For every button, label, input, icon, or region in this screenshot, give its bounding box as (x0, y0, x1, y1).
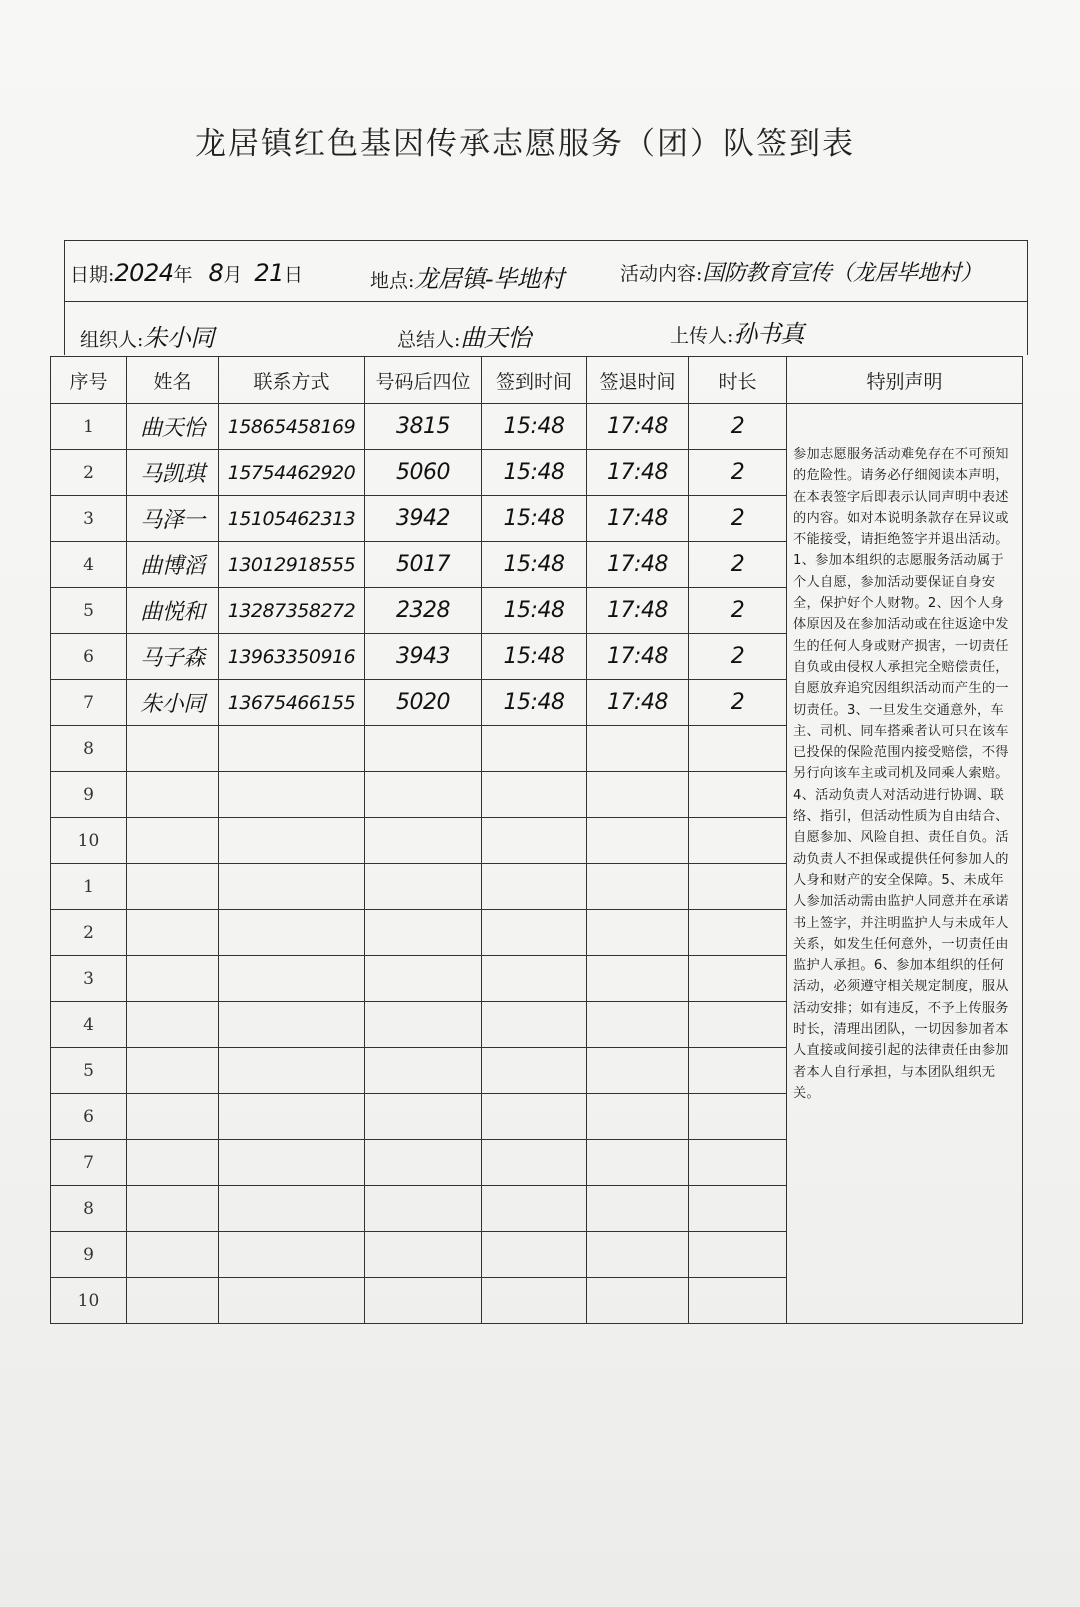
handwritten-in: 15:48 (503, 690, 565, 715)
cell-out (587, 588, 689, 634)
cell-out (587, 542, 689, 588)
cell-in (482, 818, 587, 864)
handwritten-phone: 13287358272 (227, 599, 356, 622)
cell-phone (219, 680, 365, 726)
header-no: 序号 (51, 357, 127, 404)
handwritten-name: 朱小同 (140, 692, 205, 717)
cell-last4 (365, 496, 482, 542)
header-name: 姓名 (127, 357, 219, 404)
handwritten-last4: 3815 (396, 414, 450, 439)
cell-name (127, 1048, 219, 1094)
cell-hours (689, 588, 787, 634)
handwritten-hours: 2 (730, 506, 745, 531)
cell-no: 5 (51, 1048, 127, 1094)
cell-phone (219, 1094, 365, 1140)
cell-last4 (365, 956, 482, 1002)
cell-out (587, 818, 689, 864)
cell-out (587, 634, 689, 680)
handwritten-name: 曲悦和 (140, 600, 205, 625)
cell-phone (219, 910, 365, 956)
cell-last4 (365, 818, 482, 864)
handwritten-phone: 13675466155 (227, 691, 356, 714)
cell-hours (689, 1140, 787, 1186)
cell-name (127, 1002, 219, 1048)
cell-out (587, 864, 689, 910)
date-month: 8 (208, 259, 224, 287)
cell-name (127, 726, 219, 772)
cell-no: 4 (51, 542, 127, 588)
cell-in (482, 404, 587, 450)
cell-name (127, 1186, 219, 1232)
handwritten-last4: 2328 (396, 598, 450, 623)
cell-no: 7 (51, 1140, 127, 1186)
cell-phone (219, 496, 365, 542)
cell-last4 (365, 1140, 482, 1186)
header-phone: 联系方式 (219, 357, 365, 404)
cell-last4 (365, 450, 482, 496)
cell-phone (219, 818, 365, 864)
header-in: 签到时间 (482, 357, 587, 404)
cell-no: 9 (51, 1232, 127, 1278)
handwritten-out: 17:48 (607, 552, 668, 577)
cell-phone (219, 634, 365, 680)
cell-hours (689, 1002, 787, 1048)
cell-in (482, 864, 587, 910)
cell-out (587, 1278, 689, 1324)
organizer-label: 组织人: (80, 329, 144, 351)
cell-in (482, 1002, 587, 1048)
handwritten-hours: 2 (730, 414, 745, 439)
handwritten-name: 曲博滔 (140, 554, 205, 579)
cell-name (127, 634, 219, 680)
cell-no: 8 (51, 726, 127, 772)
activity-field (620, 256, 982, 287)
cell-last4 (365, 1186, 482, 1232)
info-divider (65, 301, 1027, 302)
handwritten-last4: 5060 (396, 460, 450, 485)
cell-last4 (365, 1232, 482, 1278)
cell-hours (689, 404, 787, 450)
cell-phone (219, 1278, 365, 1324)
header-out: 签退时间 (587, 357, 689, 404)
cell-phone (219, 1232, 365, 1278)
handwritten-phone: 15754462920 (227, 461, 356, 484)
summarizer-field (397, 318, 531, 353)
cell-name (127, 864, 219, 910)
cell-out (587, 772, 689, 818)
cell-last4 (365, 634, 482, 680)
cell-name (127, 496, 219, 542)
cell-phone (219, 1002, 365, 1048)
cell-phone (219, 726, 365, 772)
handwritten-last4: 5020 (396, 690, 450, 715)
handwritten-phone: 13012918555 (227, 553, 356, 576)
cell-no: 2 (51, 910, 127, 956)
cell-hours (689, 634, 787, 680)
handwritten-in: 15:48 (503, 598, 565, 623)
cell-phone (219, 864, 365, 910)
activity-label: 活动内容: (620, 263, 703, 285)
handwritten-out: 17:48 (607, 506, 668, 531)
cell-name (127, 772, 219, 818)
cell-last4 (365, 772, 482, 818)
cell-no: 1 (51, 864, 127, 910)
date-field (70, 259, 303, 287)
location-value: 龙居镇-毕地村 (414, 265, 564, 293)
handwritten-name: 马子森 (140, 646, 205, 671)
cell-out (587, 1002, 689, 1048)
sheet-title: 龙居镇红色基因传承志愿服务（团）队签到表 (195, 126, 855, 162)
summarizer-label: 总结人: (397, 329, 461, 351)
cell-out (587, 496, 689, 542)
cell-last4 (365, 588, 482, 634)
cell-no: 2 (51, 450, 127, 496)
handwritten-in: 15:48 (503, 552, 565, 577)
date-day: 21 (254, 259, 284, 287)
handwritten-out: 17:48 (607, 690, 668, 715)
organizer-value: 朱小同 (143, 324, 214, 352)
handwritten-in: 15:48 (503, 506, 565, 531)
handwritten-hours: 2 (730, 690, 745, 715)
handwritten-last4: 5017 (396, 552, 450, 577)
handwritten-name: 马凯琪 (140, 462, 205, 487)
cell-out (587, 1232, 689, 1278)
organizer-field (80, 318, 214, 353)
cell-in (482, 956, 587, 1002)
cell-no: 5 (51, 588, 127, 634)
cell-in (482, 496, 587, 542)
date-label: 日期: (70, 264, 115, 286)
cell-out (587, 404, 689, 450)
cell-out (587, 1048, 689, 1094)
cell-in (482, 634, 587, 680)
cell-hours (689, 1048, 787, 1094)
cell-out (587, 1186, 689, 1232)
cell-name (127, 680, 219, 726)
cell-no: 9 (51, 772, 127, 818)
cell-name (127, 956, 219, 1002)
handwritten-phone: 15105462313 (227, 507, 356, 530)
cell-in (482, 1140, 587, 1186)
handwritten-in: 15:48 (503, 644, 565, 669)
cell-last4 (365, 1278, 482, 1324)
cell-hours (689, 726, 787, 772)
cell-name (127, 588, 219, 634)
handwritten-out: 17:48 (607, 644, 668, 669)
cell-phone (219, 404, 365, 450)
handwritten-last4: 3943 (396, 644, 450, 669)
cell-name (127, 1278, 219, 1324)
handwritten-in: 15:48 (503, 414, 565, 439)
header-declaration: 特别声明 (787, 357, 1023, 404)
uploader-label: 上传人: (670, 325, 734, 347)
cell-hours (689, 864, 787, 910)
cell-in (482, 588, 587, 634)
cell-no: 6 (51, 634, 127, 680)
cell-out (587, 910, 689, 956)
cell-hours (689, 1094, 787, 1140)
cell-phone (219, 450, 365, 496)
cell-name (127, 1094, 219, 1140)
cell-in (482, 680, 587, 726)
cell-hours (689, 956, 787, 1002)
handwritten-out: 17:48 (607, 414, 668, 439)
cell-hours (689, 1232, 787, 1278)
summarizer-value: 曲天怡 (460, 324, 531, 352)
handwritten-phone: 15865458169 (227, 415, 356, 438)
cell-in (482, 542, 587, 588)
cell-in (482, 1232, 587, 1278)
cell-hours (689, 450, 787, 496)
date-month-suffix: 月 (223, 264, 243, 286)
uploader-field (670, 314, 804, 349)
handwritten-in: 15:48 (503, 460, 565, 485)
date-year: 2024 (114, 259, 174, 287)
date-year-suffix: 年 (173, 264, 193, 286)
handwritten-name: 马泽一 (140, 508, 205, 533)
cell-out (587, 956, 689, 1002)
cell-hours (689, 1278, 787, 1324)
cell-last4 (365, 404, 482, 450)
date-day-suffix: 日 (283, 264, 303, 286)
handwritten-phone: 13963350916 (227, 645, 356, 668)
cell-out (587, 450, 689, 496)
cell-last4 (365, 910, 482, 956)
cell-hours (689, 818, 787, 864)
cell-phone (219, 588, 365, 634)
cell-no: 10 (51, 818, 127, 864)
cell-hours (689, 542, 787, 588)
uploader-value: 孙书真 (733, 320, 804, 348)
cell-hours (689, 496, 787, 542)
cell-last4 (365, 680, 482, 726)
header-hours: 时长 (689, 357, 787, 404)
cell-no: 4 (51, 1002, 127, 1048)
cell-last4 (365, 542, 482, 588)
cell-in (482, 1094, 587, 1140)
cell-name (127, 1232, 219, 1278)
cell-name (127, 818, 219, 864)
cell-phone (219, 1140, 365, 1186)
cell-out (587, 1140, 689, 1186)
handwritten-name: 曲天怡 (140, 416, 205, 441)
cell-hours (689, 680, 787, 726)
handwritten-hours: 2 (730, 552, 745, 577)
activity-value: 国防教育宣传（龙居毕地村） (702, 261, 982, 286)
cell-name (127, 404, 219, 450)
cell-phone (219, 1186, 365, 1232)
cell-hours (689, 1186, 787, 1232)
cell-last4 (365, 1048, 482, 1094)
cell-name (127, 910, 219, 956)
cell-last4 (365, 1094, 482, 1140)
cell-phone (219, 542, 365, 588)
cell-no: 7 (51, 680, 127, 726)
cell-phone (219, 772, 365, 818)
location-label: 地点: (370, 270, 415, 292)
cell-no: 1 (51, 404, 127, 450)
cell-in (482, 1186, 587, 1232)
cell-hours (689, 910, 787, 956)
cell-name (127, 1140, 219, 1186)
handwritten-hours: 2 (730, 644, 745, 669)
handwritten-last4: 3942 (396, 506, 450, 531)
cell-last4 (365, 726, 482, 772)
cell-name (127, 450, 219, 496)
cell-out (587, 680, 689, 726)
cell-in (482, 772, 587, 818)
handwritten-hours: 2 (730, 460, 745, 485)
cell-no: 3 (51, 956, 127, 1002)
declaration-text: 参加志愿服务活动难免存在不可预知的危险性。请务必仔细阅读本声明，在本表签字后即表示认同声明中表述的内容。如对本说明条款存在异议或不能接受，请拒绝签字并退出活动。 1、参加本组织的志愿服务活动属于个人自愿，参加活动要保证自身安全，保护好个人财物。2、因个人身体原因及在参加活动或在往返途中发生的任何人身或财产损害，一切责任自负或由侵权人承担完全赔偿责任，自愿放弃追究因组织活动而产生的一切责任。3、一旦发生交通意外，车主、司机、同车搭乘者认可只在该车已投保的保险范围内接受赔偿，不得另行向该车主或司机及同乘人索赔。4、活动负责人对活动进行协调、联络、指引，但活动性质为自由结合、自愿参加、风险自担、责任自负。活动负责人不担保或提供任何参加人的人身和财产的安全保障。5、未成年人参加活动需由监护人同意并在承诺书上签字，并注明监护人与未成年人关系，如发生任何意外，一切责任由监护人承担。6、参加本组织的任何活动，必须遵守相关规定制度，服从活动安排；如有违反，不予上传服务时长，清理出团队，一切因参加者本人直接或间接引起的法律责任由参加者本人自行承担，与本团队组织无关。 (787, 404, 1023, 1324)
cell-last4 (365, 864, 482, 910)
cell-last4 (365, 1002, 482, 1048)
handwritten-hours: 2 (730, 598, 745, 623)
cell-in (482, 1048, 587, 1094)
cell-phone (219, 956, 365, 1002)
cell-in (482, 450, 587, 496)
cell-hours (689, 772, 787, 818)
cell-no: 3 (51, 496, 127, 542)
header-last4: 号码后四位 (365, 357, 482, 404)
handwritten-out: 17:48 (607, 460, 668, 485)
attendance-table (50, 356, 1023, 1324)
cell-in (482, 726, 587, 772)
cell-in (482, 910, 587, 956)
cell-name (127, 542, 219, 588)
cell-no: 10 (51, 1278, 127, 1324)
handwritten-out: 17:48 (607, 598, 668, 623)
cell-out (587, 726, 689, 772)
cell-no: 6 (51, 1094, 127, 1140)
cell-phone (219, 1048, 365, 1094)
cell-out (587, 1094, 689, 1140)
table-row (51, 404, 1023, 450)
cell-in (482, 1278, 587, 1324)
location-field (370, 259, 564, 294)
cell-no: 8 (51, 1186, 127, 1232)
